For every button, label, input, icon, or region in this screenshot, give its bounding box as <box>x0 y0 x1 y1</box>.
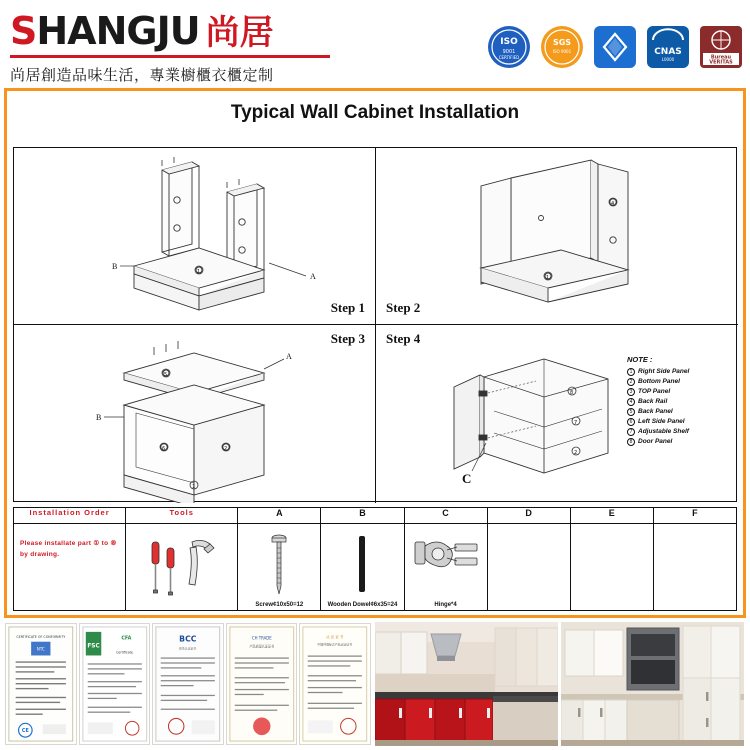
part-caption-a: Screw¢10x50=12 <box>255 602 304 608</box>
step-4-label: Step 4 <box>386 331 421 346</box>
screw-illustration <box>238 528 320 600</box>
svg-text:C: C <box>462 471 472 486</box>
fsc-certificate-thumb <box>79 623 151 745</box>
svg-text:1: 1 <box>192 484 196 490</box>
note-item <box>627 387 732 397</box>
svg-text:8: 8 <box>570 390 574 396</box>
header-certification-badges <box>486 24 744 70</box>
part-cell-c <box>404 524 487 611</box>
svg-text:1: 1 <box>197 269 201 275</box>
svg-text:NTC: NTC <box>36 646 45 652</box>
svg-text:体系认证证书: 体系认证证书 <box>179 646 197 651</box>
svg-text:L0000: L0000 <box>661 57 675 62</box>
step-3-diagram <box>14 325 376 503</box>
hinge-illustration <box>405 528 487 578</box>
col-b: B <box>321 508 404 524</box>
note-number: 6 <box>627 418 635 426</box>
svg-text:B: B <box>96 413 102 422</box>
note-label: Adjustable Shelf <box>638 428 689 436</box>
svg-text:SGS: SGS <box>552 38 572 47</box>
installation-order-text: Please installate part ① to ⑧ by drawing. <box>20 540 117 559</box>
svg-text:CERTIFICATE OF CONFORMITY: CERTIFICATE OF CONFORMITY <box>16 634 66 639</box>
note-item <box>627 437 732 447</box>
iso-badge-icon <box>486 24 532 70</box>
col-installation-order: Installation Order <box>14 508 126 524</box>
note-title: NOTE : <box>627 355 653 364</box>
part-caption-b: Wooden Dowel¢6x35=24 <box>327 602 398 608</box>
col-e: E <box>570 508 653 524</box>
note-label: Left Side Panel <box>638 418 685 426</box>
installation-order-cell <box>14 524 126 611</box>
svg-text:B: B <box>112 262 118 271</box>
step-2-label: Step 2 <box>386 300 421 315</box>
svg-text:Bureau: Bureau <box>710 54 732 61</box>
svg-text:5: 5 <box>164 372 168 378</box>
note-number: 1 <box>627 368 635 376</box>
note-item <box>627 417 732 427</box>
instruction-sheet-frame <box>4 88 746 618</box>
white-kitchen-photo <box>561 622 744 746</box>
col-f: F <box>653 508 736 524</box>
svg-text:CNAS: CNAS <box>654 47 682 57</box>
tools-illustration <box>126 528 237 608</box>
note-item <box>627 407 732 417</box>
bureau-veritas-badge-icon <box>698 24 744 70</box>
col-d: D <box>487 508 570 524</box>
step-4-diagram <box>376 325 738 503</box>
page-header <box>0 0 750 92</box>
step-1-diagram <box>14 148 376 325</box>
svg-text:中国环境标志产品认证证书: 中国环境标志产品认证证书 <box>317 642 353 647</box>
svg-text:ISO 9001: ISO 9001 <box>552 49 572 54</box>
note-number: 3 <box>627 388 635 396</box>
note-label: Back Rail <box>638 398 668 406</box>
svg-text:CFA: CFA <box>120 635 131 642</box>
china-certificate-1-thumb <box>226 623 298 745</box>
logo-underline <box>10 55 330 58</box>
part-caption-c: Hinge*4 <box>434 602 457 608</box>
note-item <box>627 397 732 407</box>
ce-badge-icon <box>592 24 638 70</box>
logo-latin-text <box>10 9 200 53</box>
note-label: TOP Panel <box>638 388 671 396</box>
note-item <box>627 427 732 437</box>
svg-text:BCC: BCC <box>179 634 197 644</box>
tools-cell <box>126 524 238 611</box>
certificates-gallery <box>4 622 372 746</box>
logo-tagline: 尚居創造品味生活，專業櫥櫃衣櫃定制 <box>10 66 274 84</box>
note-label: Bottom Panel <box>638 378 680 386</box>
bcc-certificate-thumb <box>152 623 224 745</box>
note-label: Back Panel <box>638 408 673 416</box>
svg-text:9001: 9001 <box>502 49 516 55</box>
part-cell-e <box>570 524 653 611</box>
parts-note-list <box>627 355 732 448</box>
table-body-row <box>14 524 737 611</box>
cnas-badge-icon <box>645 24 691 70</box>
bottom-strip <box>4 622 746 746</box>
note-number: 7 <box>627 428 635 436</box>
parts-and-tools-table <box>13 507 737 611</box>
step-3-label: Step 3 <box>330 331 365 346</box>
svg-text:CH TRADE: CH TRADE <box>251 635 272 641</box>
note-label: Right Side Panel <box>638 368 690 375</box>
logo-letter-s: S <box>10 9 37 53</box>
svg-text:A: A <box>310 272 316 281</box>
svg-text:Certificate: Certificate <box>115 650 133 655</box>
svg-text:CERTIFIED: CERTIFIED <box>498 55 520 60</box>
logo-letters-rest: HANGJU <box>36 9 200 53</box>
svg-text:产品质量认证证书: 产品质量认证证书 <box>249 644 274 649</box>
wooden-dowel-illustration <box>321 528 403 600</box>
svg-text:4: 4 <box>611 201 615 207</box>
note-number: 5 <box>627 408 635 416</box>
svg-text:7: 7 <box>574 420 578 426</box>
red-kitchen-photo <box>375 622 558 746</box>
note-item <box>627 377 732 387</box>
col-a: A <box>238 508 321 524</box>
note-number: 4 <box>627 398 635 406</box>
svg-text:6: 6 <box>162 446 166 452</box>
svg-text:1: 1 <box>546 275 550 281</box>
part-cell-b <box>321 524 404 611</box>
china-certificate-2-thumb <box>299 623 371 745</box>
part-cell-d <box>487 524 570 611</box>
svg-text:VERITAS: VERITAS <box>709 59 733 66</box>
note-label: Door Panel <box>638 438 673 446</box>
note-number: 8 <box>627 438 635 446</box>
col-c: C <box>404 508 487 524</box>
sgs-badge-icon <box>539 24 585 70</box>
svg-text:ISO: ISO <box>500 37 518 47</box>
note-number: 2 <box>627 378 635 386</box>
logo-chinese-text: 尚居 <box>205 13 274 53</box>
iso-certificate-thumb <box>5 623 77 745</box>
diagram-grid <box>13 147 737 502</box>
svg-text:认 证 证 书: 认 证 证 书 <box>326 634 344 639</box>
part-cell-a <box>238 524 321 611</box>
svg-text:2: 2 <box>224 446 228 452</box>
page-title: Typical Wall Cabinet Installation <box>230 102 520 123</box>
svg-text:2: 2 <box>574 450 578 456</box>
note-item <box>627 367 732 377</box>
col-tools: Tools <box>126 508 238 524</box>
svg-text:FSC: FSC <box>86 643 100 650</box>
step-1-label: Step 1 <box>330 300 365 315</box>
svg-text:CE: CE <box>21 728 29 735</box>
brand-logo <box>10 9 340 85</box>
table-header-row <box>14 508 737 524</box>
svg-text:A: A <box>286 352 292 361</box>
part-cell-f <box>653 524 736 611</box>
step-2-diagram <box>376 148 738 325</box>
